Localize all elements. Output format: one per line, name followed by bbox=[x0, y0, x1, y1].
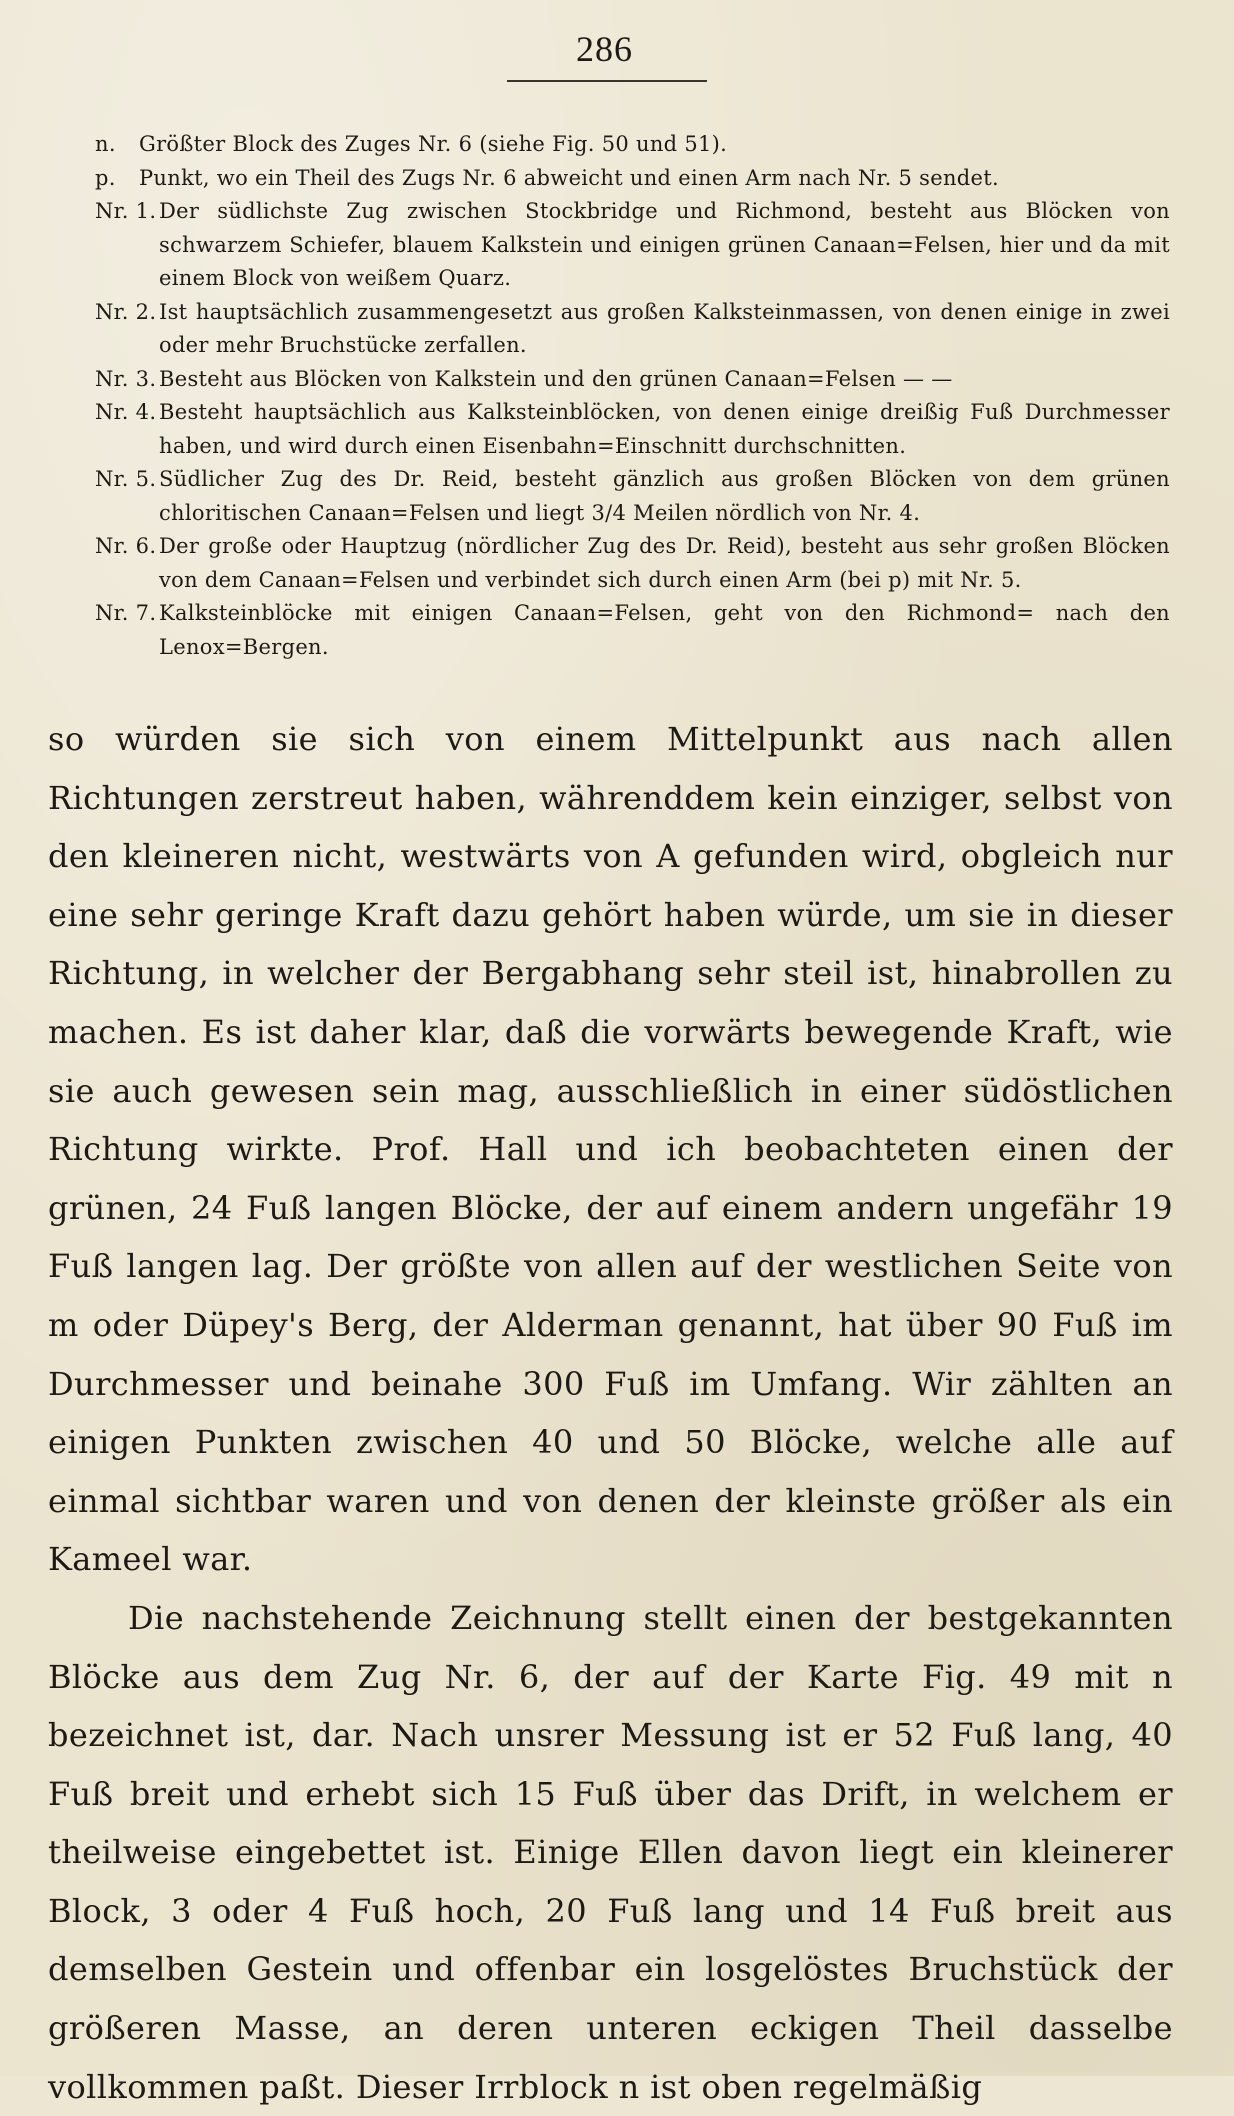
legend-key: Nr. 5. bbox=[95, 467, 157, 491]
legend-text: Größter Block des Zuges Nr. 6 (siehe Fig. 50 und 51). bbox=[139, 132, 728, 156]
legend-key: Nr. 6. bbox=[95, 534, 157, 558]
legend-key: Nr. 4. bbox=[95, 400, 157, 424]
legend-text: Südlicher Zug des Dr. Reid, besteht gänzlich aus großen Blöcken von dem grünen chloritischen Canaan=Felsen und liegt 3/4 Meilen nördlich von Nr. 4. bbox=[159, 467, 1170, 525]
legend-key: Nr. 1. bbox=[95, 199, 157, 223]
body-text bbox=[48, 710, 1173, 2116]
legend-key: Nr. 7. bbox=[95, 601, 157, 625]
figure-legend bbox=[95, 128, 1170, 664]
legend-text: Kalksteinblöcke mit einigen Canaan=Felsen, geht von den Richmond= nach den Lenox=Bergen. bbox=[159, 601, 1170, 659]
legend-entry-p bbox=[95, 162, 1170, 196]
legend-entry-nr4 bbox=[95, 396, 1170, 463]
legend-text: Besteht aus Blöcken von Kalkstein und den grünen Canaan=Felsen — — bbox=[159, 366, 953, 391]
legend-entry-n bbox=[95, 128, 1170, 162]
paragraph: so würden sie sich von einem Mittelpunkt aus nach allen Richtungen zerstreut haben, währenddem kein einziger, selbst von den kleineren nicht, westwärts von A gefunden wird, obgleich nur eine sehr geringe Kraft dazu gehört haben würde, um sie in dieser Richtung, in welcher der Bergabhang sehr steil ist, hinabrollen zu machen. Es ist daher klar, daß die vorwärts bewegende Kraft, wie sie auch gewesen sein mag, ausschließlich in einer südöstlichen Richtung wirkte. Prof. Hall und ich beobachteten einen der grünen, 24 Fuß langen Blöcke, der auf einem andern ungefähr 19 Fuß langen lag. Der größte von allen auf der westlichen Seite von m oder Düpey's Berg, der Alderman genannt, hat über 90 Fuß im Durchmesser und beinahe 300 Fuß im Umfang. Wir zählten an einigen Punkten zwischen 40 und 50 Blöcke, welche alle auf einmal sichtbar waren und von denen der kleinste größer als ein Kameel war. bbox=[48, 720, 1173, 1579]
legend-text: Ist hauptsächlich zusammengesetzt aus großen Kalksteinmassen, von denen einige in zwei oder mehr Bruchstücke zerfallen. bbox=[159, 299, 1170, 357]
legend-entry-nr6 bbox=[95, 530, 1170, 597]
legend-entry-nr3 bbox=[95, 363, 1170, 397]
legend-key: Nr. 2. bbox=[95, 299, 157, 324]
legend-entry-nr7 bbox=[95, 597, 1170, 664]
legend-key: n. bbox=[95, 132, 116, 156]
legend-entry-nr5 bbox=[95, 463, 1170, 530]
legend-key: Nr. 3. bbox=[95, 366, 157, 391]
legend-text: Der große oder Hauptzug (nördlicher Zug des Dr. Reid), besteht aus sehr großen Blöcken von dem Canaan=Felsen und verbindet sich durch einen Arm (bei p) mit Nr. 5. bbox=[159, 534, 1170, 592]
legend-entry-nr1 bbox=[95, 195, 1170, 296]
legend-text: Punkt, wo ein Theil des Zugs Nr. 6 abweicht und einen Arm nach Nr. 5 sendet. bbox=[139, 165, 999, 190]
legend-text: Der südlichste Zug zwischen Stockbridge und Richmond, besteht aus Blöcken von schwarzem Schiefer, blauem Kalkstein und einigen grünen Canaan=Felsen, hier und da mit einem Block von weißem Quarz. bbox=[159, 199, 1170, 290]
legend-text: Besteht hauptsächlich aus Kalksteinblöcken, von denen einige dreißig Fuß Durchmesser haben, und wird durch einen Eisenbahn=Einschnitt durchschnitten. bbox=[159, 400, 1170, 458]
legend-entry-nr2 bbox=[95, 296, 1170, 363]
page-number: 286 bbox=[576, 29, 633, 69]
paragraph: Die nachstehende Zeichnung stellt einen der bestgekannten Blöcke aus dem Zug Nr. 6, der auf der Karte Fig. 49 mit n bezeichnet ist, dar. Nach unsrer Messung ist er 52 Fuß lang, 40 Fuß breit und erhebt sich 15 Fuß über das Drift, in welchem er theilweise eingebettet ist. Einige Ellen davon liegt ein kleinerer Block, 3 oder 4 Fuß hoch, 20 Fuß lang und 14 Fuß breit aus demselben Gestein und offenbar ein losgelöstes Bruchstück der größeren Masse, an deren unteren eckigen Theil dasselbe vollkommen paßt. Dieser Irrblock n ist oben regelmäßig bbox=[48, 1598, 1173, 2106]
legend-key: p. bbox=[95, 165, 116, 190]
header-rule bbox=[507, 80, 707, 82]
